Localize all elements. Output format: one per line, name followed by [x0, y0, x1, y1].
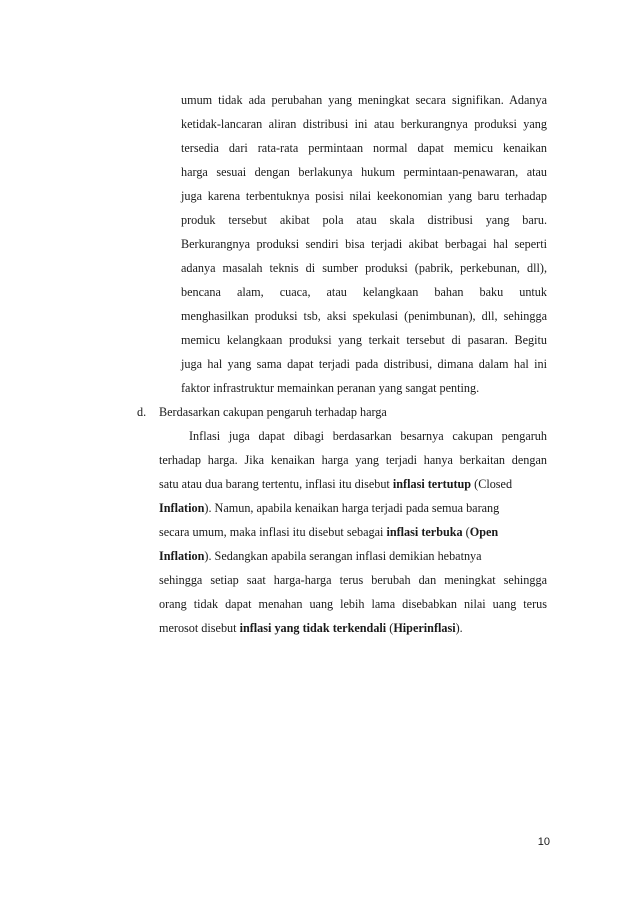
text-span: ). Namun, apabila kenaikan harga terjadi pada semua barang — [204, 501, 500, 515]
text-span: ). — [455, 621, 463, 635]
list-continuation-line: juga hal yang sama dapat terjadi pada distribusi, dimana dalam hal ini — [181, 357, 547, 371]
text-span: (Closed — [471, 477, 513, 491]
term-open: Open — [469, 525, 499, 539]
term-open-inflation: Inflation — [159, 549, 205, 563]
list-continuation-line: produk tersebut akibat pola atau skala distribusi yang baru. — [181, 213, 547, 227]
text-span: secara umum, maka inflasi itu disebut sebagai — [159, 525, 387, 539]
term-inflasi-tidak-terkendali: inflasi yang tidak terkendali — [239, 621, 387, 635]
page-number: 10 — [537, 836, 550, 848]
paragraph-line: orang tidak dapat menahan uang lebih lama disebabkan nilai uang terus — [159, 597, 547, 611]
text-span: merosot disebut — [159, 621, 240, 635]
term-inflasi-terbuka: inflasi terbuka — [386, 525, 463, 539]
text-span: satu atau dua barang tertentu, inflasi itu disebut — [159, 477, 393, 491]
list-continuation-line: Berkurangnya produksi sendiri bisa terjadi akibat berbagai hal seperti — [181, 237, 547, 251]
section-heading: Berdasarkan cakupan pengaruh terhadap harga — [159, 405, 387, 419]
list-continuation-line: adanya masalah teknis di sumber produksi (pabrik, perkebunan, dll), — [181, 261, 547, 275]
list-continuation-line: harga sesuai dengan berlakunya hukum permintaan-penawaran, atau — [181, 165, 547, 179]
paragraph-line — [159, 500, 547, 516]
term-hiperinflasi: Hiperinflasi — [393, 621, 456, 635]
list-continuation-line: bencana alam, cuaca, atau kelangkaan bahan baku untuk — [181, 285, 547, 299]
text-span: ). Sedangkan apabila serangan inflasi demikian hebatnya — [204, 549, 482, 563]
paragraph-line: sehingga setiap saat harga-harga terus berubah dan meningkat sehingga — [159, 573, 547, 587]
text-span: ( — [462, 525, 470, 539]
paragraph-line — [159, 620, 463, 636]
paragraph-line — [159, 476, 547, 492]
list-continuation-line: menghasilkan produksi tsb, aksi spekulasi (penimbunan), dll, sehingga — [181, 309, 547, 323]
list-continuation-line: memicu kelangkaan produksi yang terkait tersebut di pasaran. Begitu — [181, 333, 547, 347]
paragraph-line — [159, 548, 547, 564]
list-continuation-line: tersedia dari rata-rata permintaan normal dapat memicu kenaikan — [181, 141, 547, 155]
text-span: ( — [386, 621, 394, 635]
paragraph-line — [159, 524, 547, 540]
term-closed-inflation: Inflation — [159, 501, 205, 515]
list-marker: d. — [137, 405, 147, 419]
paragraph-line: terhadap harga. Jika kenaikan harga yang terjadi hanya berkaitan dengan — [159, 453, 547, 467]
term-inflasi-tertutup: inflasi tertutup — [392, 477, 472, 491]
list-continuation-line: umum tidak ada perubahan yang meningkat secara signifikan. Adanya — [181, 93, 547, 107]
paragraph-line: Inflasi juga dapat dibagi berdasarkan besarnya cakupan pengaruh — [189, 429, 547, 443]
list-continuation-line: faktor infrastruktur memainkan peranan yang sangat penting. — [181, 381, 480, 395]
list-continuation-line: ketidak-lancaran aliran distribusi ini atau berkurangnya produksi yang — [181, 117, 547, 131]
list-continuation-line: juga karena terbentuknya posisi nilai keekonomian yang baru terhadap — [181, 189, 547, 203]
